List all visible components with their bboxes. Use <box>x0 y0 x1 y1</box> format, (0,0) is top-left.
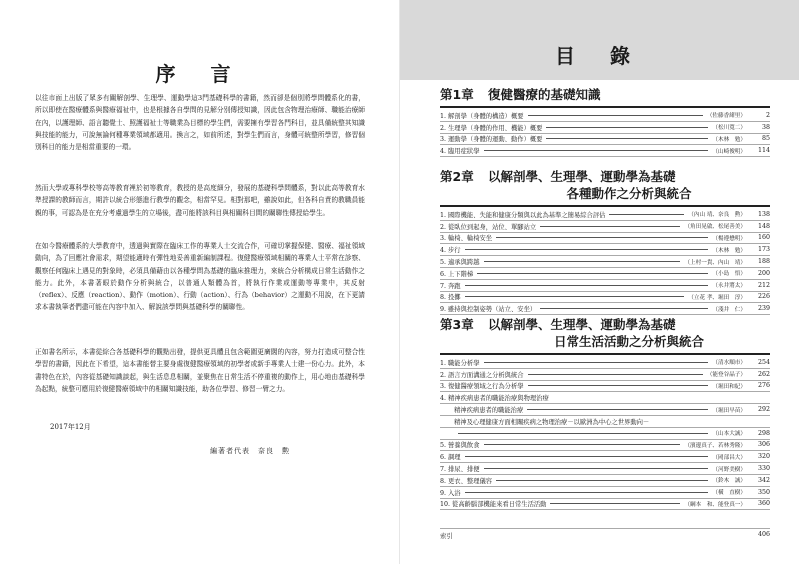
toc-leader-line <box>496 237 708 238</box>
toc-entry[interactable] <box>440 392 770 404</box>
index-page: 406 <box>757 531 770 538</box>
toc-entry-page: 292 <box>757 406 770 414</box>
toc-entry-page: 330 <box>757 465 770 473</box>
toc-entry[interactable] <box>440 404 770 416</box>
toc-entry-page: 298 <box>757 429 770 437</box>
chapter-heading <box>440 168 770 202</box>
chapter-title <box>488 316 770 350</box>
toc-entry-title: 7. 奔跑 <box>440 282 461 290</box>
toc-entry-page: 320 <box>757 453 770 461</box>
toc-leader-line <box>528 385 709 386</box>
toc-entry-author: （立花 孝、堀田 淳） <box>688 294 746 301</box>
preface-signature: 編著者代表 奈良 勲 <box>210 447 290 455</box>
toc-entry-page: 306 <box>757 441 770 449</box>
toc-entry[interactable] <box>440 233 770 245</box>
toc-entry-author: （上村一貴、內山 靖） <box>684 259 746 266</box>
toc-entry-page: 200 <box>757 269 770 277</box>
toc-entry-page: 212 <box>757 281 770 289</box>
toc-leader-line <box>540 226 680 227</box>
toc-entry-author: （木林 勉） <box>712 136 746 143</box>
chapter-rule <box>440 353 770 355</box>
toc-entry-author: （堀田早苗） <box>712 407 746 414</box>
toc-leader-line <box>484 362 709 363</box>
toc-entry-page: 85 <box>761 135 770 143</box>
toc-leader-line <box>527 409 708 410</box>
toc-entry[interactable] <box>440 134 770 146</box>
chapter-1 <box>440 86 770 157</box>
toc-entry-page: 148 <box>757 222 770 230</box>
toc-entry-title: 4. 臨用症狀學 <box>440 148 480 156</box>
chapter-entry-list <box>440 110 770 157</box>
toc-leader-line <box>484 261 681 262</box>
toc-entry-page: 160 <box>757 234 770 242</box>
toc-entry-author: （松川寬二） <box>712 125 746 132</box>
toc-entry-title: 2. 語言方面溝通之分析與統合 <box>440 371 524 379</box>
toc-leader-line <box>528 115 703 116</box>
toc-leader-line <box>465 285 709 286</box>
toc-entry-page: 350 <box>757 488 770 496</box>
toc-entry-author: （角田晃啟、松尾善美） <box>684 224 746 231</box>
toc-leader-line <box>465 249 709 250</box>
chapter-title-line: 以解剖學、生理學、運動學為基礎 <box>488 169 676 184</box>
chapter-number: 第3章 <box>440 317 474 332</box>
toc-entry-author: （永井將太） <box>712 283 746 290</box>
toc-entry[interactable] <box>440 221 770 233</box>
toc-entry[interactable] <box>440 268 770 280</box>
toc-entry[interactable] <box>440 451 770 463</box>
toc-entry-page: 38 <box>761 123 770 131</box>
toc-entry-title: 精神及心理健康方面相關疾病之物理治療－以歐洲為中心之世界動向－ <box>454 418 650 426</box>
toc-entry-title: 1. 國際機能、失能和健康分類與以此為基準之簡易綜合評估 <box>440 211 606 219</box>
toc-entry-author: （河野美樹） <box>712 466 746 473</box>
toc-entry-author: （木林 勉） <box>712 247 746 254</box>
toc-entry-title: 6. 上下階梯 <box>440 270 474 278</box>
toc-entry-page: 276 <box>757 382 770 390</box>
toc-entry-title: 1. 解剖學（身體的構造）概要 <box>440 112 524 120</box>
toc-entry[interactable] <box>440 463 770 475</box>
toc-entry-author: （鈴木 誠） <box>712 478 746 485</box>
toc-entry-author: （岡部昌大） <box>712 454 746 461</box>
chapter-3 <box>440 316 770 510</box>
toc-entry[interactable] <box>440 244 770 256</box>
chapter-title <box>488 168 770 202</box>
toc-leader-line <box>465 492 709 493</box>
toc-entry-page: 262 <box>757 370 770 378</box>
toc-entry-page: 239 <box>757 305 770 313</box>
toc-entry-title: 精神疾病患者的職能治療 <box>454 407 524 415</box>
toc-entry-title: 3. 復健醫療領域之行為分析學 <box>440 383 524 391</box>
toc-entry-title: 8. 更衣、整理儀容 <box>440 477 493 485</box>
toc-entry-title: 4. 精神疾病患者的職能治療與物理治療 <box>440 395 549 403</box>
toc-entry-author: （堀田和紀） <box>712 383 746 390</box>
preface-paragraph-4: 正如書名所示，本書從綜合各基礎科學的觀點出發，提供更具體且包含範圍更廣闊的內容，努力打造成可整合性學習的書籍，因此在下希望，這本書能替主要身處復健醫療領域的初學者或新手專業人士建一份心力。此外，本書特色在於，內容從基礎知識談起，與生活息息相關，並聚焦在日常生活不停重複的動作上，用心地由基礎科學為起點，統整可應用於復健醫療領域中的相關知識技能，助各位學習、修習一臂之力。 <box>35 348 365 393</box>
toc-entry-page: 254 <box>757 358 770 366</box>
toc-entry[interactable] <box>440 499 770 511</box>
toc-leader-line <box>609 214 684 215</box>
toc-leader-line <box>528 374 703 375</box>
chapter-entry-list <box>440 209 770 315</box>
toc-entry[interactable] <box>440 280 770 292</box>
toc-entry-author: （清水順市） <box>712 360 746 367</box>
preface-paragraph-3: 在如今醫療體系的大學教育中，透過與實際在臨床工作的專業人士交流合作，可確切掌握保健、醫療、福祉領域動向，為了回應社會需求，期望能適時有彈性地妥善重新編制課程。復健醫療領域相關的專業人士平常在診察、觀察任何臨床上遇見的對象時，必須具備藉由以各種學問為基礎的臨床推理力，來統合分析構成日常生活動作之能力。此外，本書著眼於動作分析與統合，以普通人類體為首，將執行作業或運動等專業中，其反射（reflex）、反應（reaction）、動作（motion）、行動（action）、行為（behavior）之運動不用說，在下更請求本書執筆者們盡可能在內容中加入、解說該學問與基礎科學的關聯性。 <box>35 242 365 312</box>
toc-entry-title: 3. 運動學（身體的運動、動作）概要 <box>440 136 543 144</box>
toc-entry[interactable] <box>440 303 770 315</box>
toc-leader-line <box>484 150 709 151</box>
preface-title: 序 言 <box>155 62 245 86</box>
chapter-entry-list <box>440 357 770 510</box>
chapter-title-line: 復健醫療的基礎知識 <box>488 87 601 102</box>
toc-entry-title: 2. 從臥位到起身，站位、單腳站立 <box>440 223 537 231</box>
toc-leader-line <box>546 127 708 128</box>
toc-entry[interactable] <box>440 475 770 487</box>
toc-entry-title: 9. 入浴 <box>440 489 461 497</box>
toc-entry-title: 5. 適承與跨越 <box>440 259 480 267</box>
toc-leader-line <box>477 273 708 274</box>
toc-entry-title: 5. 營養與飲食 <box>440 442 480 450</box>
toc-entry-title: 4. 步行 <box>440 247 461 255</box>
toc-entry[interactable] <box>440 122 770 134</box>
toc-entry-author: （能登谷晶子） <box>706 372 746 379</box>
toc-entry[interactable] <box>440 369 770 381</box>
chapter-title-line: 日常生活活動之分析與統合 <box>553 334 704 349</box>
toc-entry-author: （山本大誠） <box>712 431 746 438</box>
toc-entry[interactable] <box>440 487 770 499</box>
toc-entry-page: 188 <box>757 258 770 266</box>
toc-entry-author: （內山 靖、奈良 勲） <box>688 212 746 219</box>
toc-leader-line <box>484 444 681 445</box>
toc-entry[interactable] <box>440 428 770 440</box>
chapter-rule <box>440 106 770 108</box>
index-entry[interactable] <box>440 528 770 540</box>
toc-entry[interactable] <box>440 256 770 268</box>
toc-entry[interactable] <box>440 110 770 122</box>
toc-leader-line <box>540 308 708 309</box>
toc-entry-author: （橫 直樹） <box>712 490 746 497</box>
toc-entry-title: 7. 排尿、排便 <box>440 466 480 474</box>
toc-leader-line <box>496 480 708 481</box>
chapter-title-line: 各種動作之分析與統合 <box>566 186 692 201</box>
toc-entry-title: 9. 雖持與控制姿勢（站立、安坐） <box>440 306 537 314</box>
toc-entry[interactable] <box>440 416 770 428</box>
toc-entry-author: （佐藤香緒里） <box>706 113 746 120</box>
toc-entry-page: 114 <box>757 147 770 155</box>
toc-entry[interactable] <box>440 145 770 157</box>
toc-entry-page: 2 <box>765 111 770 119</box>
chapter-heading <box>440 86 770 103</box>
toc-entry-title: 1. 職能分析學 <box>440 359 480 367</box>
toc-entry[interactable] <box>440 209 770 221</box>
toc-entry-author: （濱邊真子、若林秀隆） <box>684 442 746 449</box>
toc-entry-title: 8. 投擲 <box>440 294 461 302</box>
toc-entry-author: （山崎俊明） <box>712 148 746 155</box>
toc-entry-author: （綱本 和、能登真一） <box>684 501 746 508</box>
preface-date: 2017年12月 <box>50 423 91 431</box>
preface-paragraph-2: 然而大學或專科學校等高等教育裡於初等教育，教授的是高度細分，發展的基礎科學問體系，對以此高等教育水準授課的教師而言，期許以統合形態進行教學的觀念，相當罕見。相對那吧，雖說如此，但各科自責的教職員能親的事，可認為是在充分考慮過學生的立場後，盡可能將該科目與相關科目間的關聯性傳授給學生。 <box>35 184 365 217</box>
chapter-number: 第1章 <box>440 87 474 102</box>
toc-entry-author: （楊遵懋明） <box>712 235 746 242</box>
toc-entry[interactable] <box>440 357 770 369</box>
toc-entry-title: 3. 輪椅、輪椅安坐 <box>440 235 493 243</box>
chapter-title-line: 以解剖學、生理學、運動學為基礎 <box>488 317 676 332</box>
toc-entry-page: 342 <box>757 476 770 484</box>
toc-entry-author: （淺井 仁） <box>712 306 746 313</box>
toc-entry-title: 6. 調理 <box>440 454 461 462</box>
toc-entry-page: 360 <box>757 500 770 508</box>
contents-title: 目 錄 <box>555 44 644 68</box>
chapter-title <box>488 86 770 103</box>
toc-entry-author: （小島 悟） <box>712 271 746 278</box>
toc-entry-title: 10. 從高齡腦部機能來看日常生活活動 <box>440 501 547 509</box>
index-label: 索引 <box>440 533 453 540</box>
toc-entry[interactable] <box>440 292 770 304</box>
toc-entry[interactable] <box>440 381 770 393</box>
toc-leader-line <box>465 296 685 297</box>
preface-paragraph-1: 以往市面上出版了眾多有關解剖學、生理學、運動學這3門基礎科學的書籍，然而卻是個別將學問體系化的書，所以即使在醫療體系與醫療福祉中，也是根據各自學問的見解分別傳授知識，因此包含物理治療師、職能治療師在內，以護理師、語言聽覺士、照護福祉士等職業為目標的學生們，需要擁有學習各門科目，並具備統整其知識與技能的能力，可說無論何種專業領域都適用。換言之，如前所述，對學生們而言，身體可統整所學習，修習個別科目的能力是相當重要的一環。 <box>35 94 365 152</box>
chapter-heading <box>440 316 770 350</box>
toc-entry-page: 226 <box>757 293 770 301</box>
toc-entry-page: 138 <box>757 210 770 218</box>
chapter-rule <box>440 205 770 207</box>
toc-leader-line <box>458 433 708 434</box>
toc-leader-line <box>484 468 709 469</box>
toc-leader-line <box>465 456 709 457</box>
toc-entry[interactable] <box>440 440 770 452</box>
toc-entry-title: 2. 生理學（身體的作用、機能）概要 <box>440 124 543 132</box>
toc-leader-line <box>550 503 680 504</box>
chapter-2 <box>440 168 770 315</box>
chapter-number: 第2章 <box>440 169 474 184</box>
toc-leader-line <box>546 138 708 139</box>
toc-entry-page: 173 <box>757 246 770 254</box>
